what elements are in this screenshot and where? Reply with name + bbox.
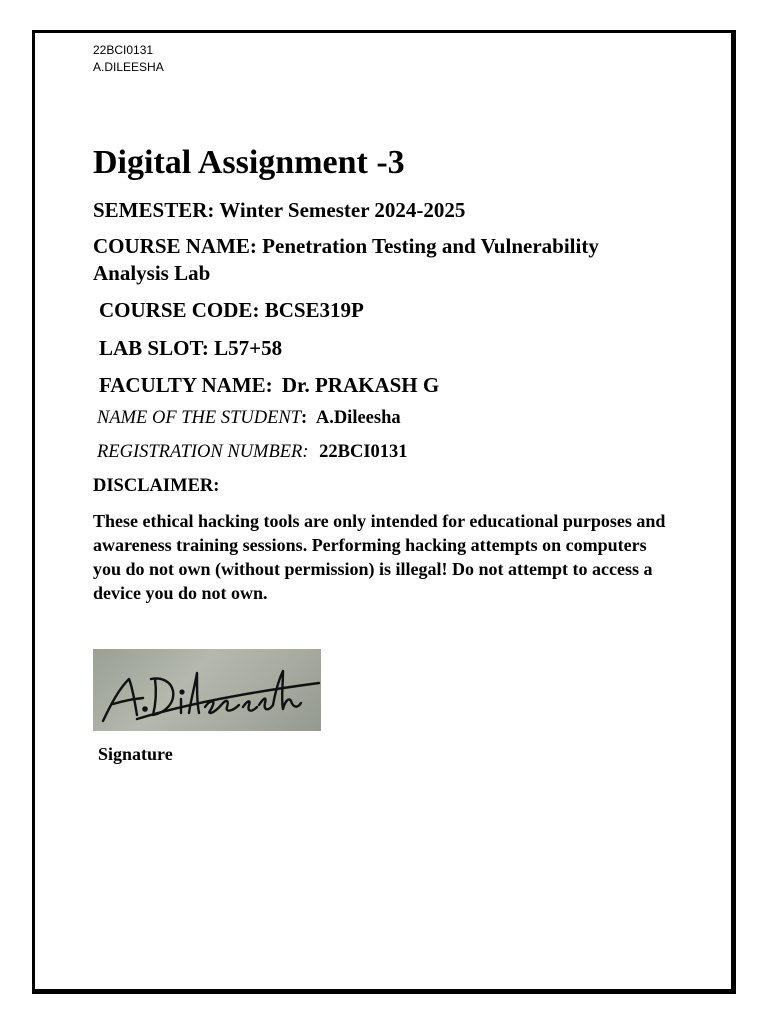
faculty-value: Dr. PRAKASH G <box>281 373 440 397</box>
course-name-value-line2: Analysis Lab <box>93 261 211 285</box>
signature-scribble <box>93 649 321 731</box>
course-name-label: COURSE NAME: <box>93 234 257 258</box>
registration-value: 22BCI0131 <box>319 442 408 462</box>
semester-value: Winter Semester 2024-2025 <box>219 198 466 222</box>
course-name-line <box>93 234 599 259</box>
student-name-line <box>97 408 401 429</box>
signature-image <box>93 649 321 731</box>
lab-slot-label: LAB SLOT: <box>99 336 209 360</box>
signature-label: Signature <box>98 744 173 764</box>
faculty-label: FACULTY NAME: <box>99 373 273 397</box>
lab-slot-line <box>99 336 282 361</box>
registration-line <box>97 442 408 463</box>
semester-label: SEMESTER: <box>93 198 215 222</box>
course-code-value: BCSE319P <box>264 298 364 322</box>
course-code-label: COURSE CODE: <box>99 298 260 322</box>
student-name-value: A.Dileesha <box>315 408 401 428</box>
faculty-line <box>99 373 439 398</box>
semester-line <box>93 198 465 223</box>
course-name-value-line1: Penetration Testing and Vulnerability <box>262 234 599 258</box>
registration-label: REGISTRATION NUMBER: <box>97 442 309 462</box>
disclaimer-text: These ethical hacking tools are only intended for educational purposes and awareness training sessions. Performing hacking attempts on computers you do not own (without permission) is illegal! Do not attempt to access a device you do not own. <box>93 511 666 603</box>
page-title: Digital Assignment -3 <box>93 144 405 181</box>
student-name-label: NAME OF THE STUDENT <box>97 408 302 428</box>
lab-slot-value: L57+58 <box>214 336 283 360</box>
student-name-colon: : <box>301 408 308 428</box>
disclaimer-heading: DISCLAIMER: <box>93 476 220 496</box>
header-reg-number: 22BCI0131 <box>93 43 154 57</box>
course-code-line <box>99 298 364 323</box>
header-student-name: A.DILEESHA <box>93 60 164 74</box>
